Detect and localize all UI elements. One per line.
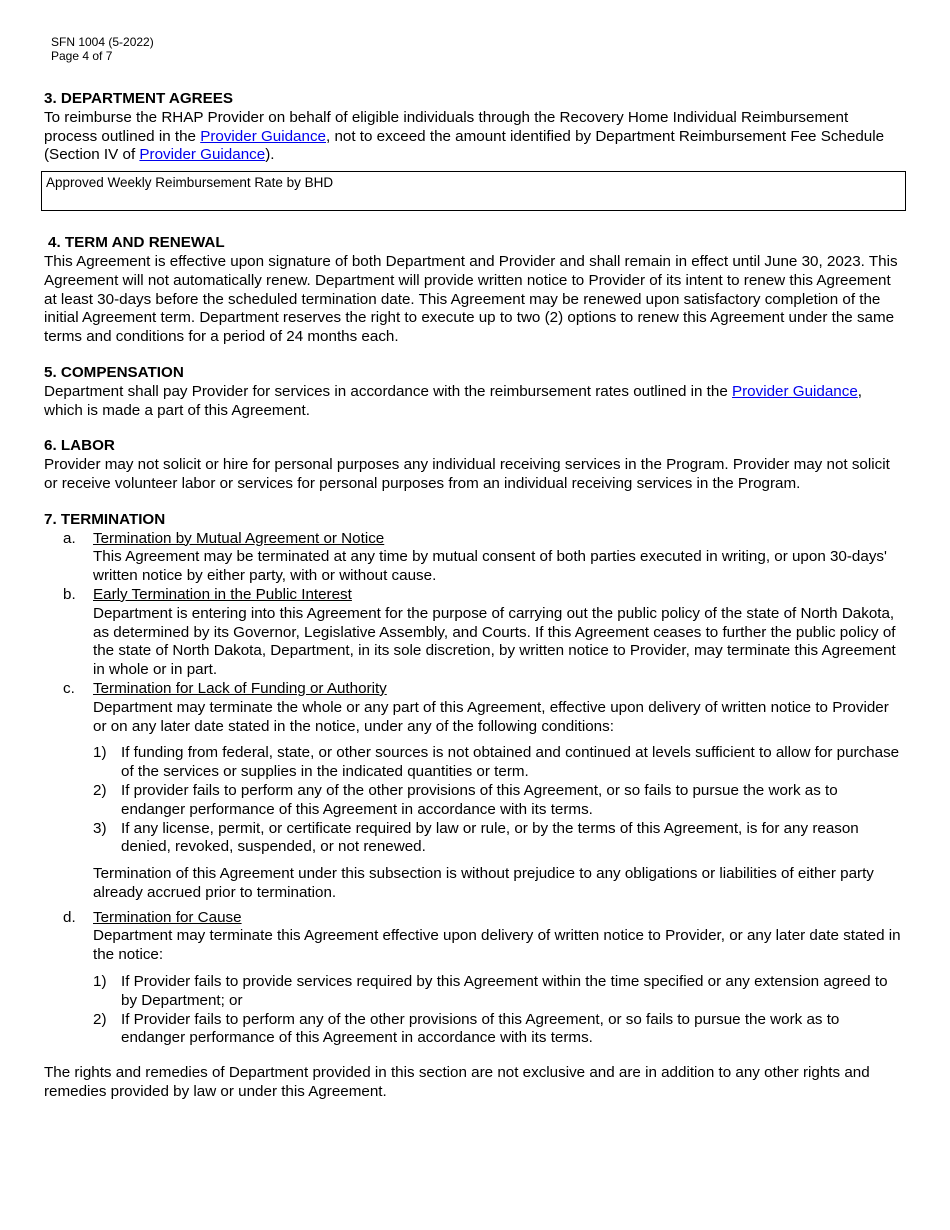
subsection-heading: Early Termination in the Public Interest [93, 585, 352, 603]
section-text [44, 383, 904, 421]
subsection-text: Department is entering into this Agreement for the purpose of carrying out the public policy of the state of North Dakota, as determined by its Governor, Legislative Assembly, and Courts. If this Agreement ceases to further the public policy of the state of North Dakota, Department, in its sole discretion, by written notice to Provider, may terminate this Agreement in whole or in part. [93, 604, 896, 679]
page-header [51, 35, 154, 63]
provider-guidance-link[interactable]: Provider Guidance [200, 127, 326, 145]
condition-list [93, 744, 904, 857]
text-segment: , which is made a part of this Agreement. [44, 382, 863, 419]
section-title: 5. COMPENSATION [44, 363, 184, 381]
reimbursement-rate-field[interactable] [41, 171, 906, 211]
provider-guidance-link-3[interactable]: Provider Guidance [731, 382, 858, 400]
form-id: SFN 1004 (5-2022) [51, 35, 154, 49]
subsection-letter: a. [63, 529, 76, 547]
subsection-after-text: Termination of this Agreement under this subsection is without prejudice to any obligations or liabilities of either party already accrued prior to termination. [93, 865, 874, 901]
condition-list [93, 973, 904, 1048]
text-segment: Department shall pay Provider for services in accordance with the reimbursement rates outlined in the [44, 382, 732, 400]
section-term-renewal [44, 234, 904, 347]
section-compensation [44, 364, 904, 420]
subsection-b [44, 586, 904, 680]
item-number: 2) [93, 1010, 107, 1028]
subsection-letter: b. [63, 585, 76, 603]
subsection-text: This Agreement may be terminated at any time by mutual consent of both parties executed in writing, or upon 30-days' written notice by either party, with or without cause. [93, 548, 887, 585]
subsection-a [44, 530, 904, 586]
section-department-agrees [44, 90, 904, 165]
subsection-heading: Termination for Cause [93, 908, 242, 926]
list-item [93, 973, 904, 1011]
list-item [93, 744, 904, 782]
subsection-letter: c. [63, 679, 75, 697]
section-text [44, 109, 904, 165]
section-title: 7. TERMINATION [44, 510, 166, 528]
item-number: 2) [93, 781, 107, 799]
section-title: 3. DEPARTMENT AGREES [44, 90, 234, 107]
subsection-heading: Termination for Lack of Funding or Authority [93, 679, 387, 697]
subsection-heading: Termination by Mutual Agreement or Notice [93, 529, 385, 547]
list-item [93, 820, 904, 858]
page-number: Page 4 of 7 [51, 49, 113, 63]
section-labor [44, 437, 904, 493]
text-segment: ). [265, 146, 275, 164]
closing-text: The rights and remedies of Department provided in this section are not exclusive and are in addition to any other rights and remedies provided by law or under this Agreement. [44, 1064, 870, 1101]
subsection-letter: d. [63, 908, 76, 926]
item-text: If provider fails to perform any of the other provisions of this Agreement, or so fails to pursue the work as to endanger performance of this Agreement in accordance with its terms. [121, 781, 838, 818]
section-title: 4. TERM AND RENEWAL [48, 234, 225, 252]
subsection-d [44, 909, 904, 1057]
text-segment: To reimburse the RHAP Provider on behalf of eligible individuals through the Recovery Home Individual Reimbursement process outlined in the [44, 108, 849, 145]
subsection-text: Department may terminate the whole or any part of this Agreement, effective upon delivery of written notice to Provider or on any later date stated in the notice, under any of the following conditions: [93, 698, 889, 735]
item-number: 1) [93, 744, 107, 762]
section-text: This Agreement is effective upon signature of both Department and Provider and shall remain in effect until June 30, 2023. This Agreement will not automatically renew. Department will provide written notice to Provider of its intent to renew this Agreement at least 30-days before the scheduled termination date. This Agreement may be renewed upon satisfactory completion of the initial Agreement term. Department reserves the right to execute up to two (2) options to renew this Agreement under the same terms and conditions for a period of 24 months each. [44, 252, 898, 346]
item-number: 3) [93, 819, 107, 837]
reimbursement-rate-label: Approved Weekly Reimbursement Rate by BHD [46, 175, 334, 191]
provider-guidance-link-2[interactable]: Provider Guidance [139, 146, 266, 164]
section-termination [44, 511, 904, 1102]
item-text: If any license, permit, or certificate required by law or rule, or by the terms of this Agreement, is for any reason denied, revoked, suspended, or not renewed. [121, 819, 859, 856]
subsection-c [44, 680, 904, 909]
item-text: If Provider fails to perform any of the other provisions of this Agreement, or so fails to pursue the work as to endanger performance of this Agreement in accordance with its terms. [121, 1010, 840, 1047]
list-item [93, 1011, 904, 1049]
item-number: 1) [93, 973, 107, 991]
list-item [93, 782, 904, 820]
item-text: If Provider fails to provide services required by this Agreement within the time specified or any extension agreed to by Department; or [121, 973, 888, 1009]
text-segment: , not to exceed the amount identified by Department Reimbursement Fee Schedule (Section IV of [44, 127, 885, 164]
section-title: 6. LABOR [44, 437, 115, 455]
document-body [44, 90, 904, 1119]
item-text: If funding from federal, state, or other sources is not obtained and continued at levels sufficient to allow for purchase of the services or supplies in the indicated quantities or term. [121, 744, 900, 781]
section-text: Provider may not solicit or hire for personal purposes any individual receiving services in the Program. Provider may not solicit or receive volunteer labor or services for personal purposes from an individual receiving services in the Program. [44, 456, 890, 492]
subsection-text: Department may terminate this Agreement effective upon delivery of written notice to Provider, or any later date stated in the notice: [93, 927, 901, 964]
